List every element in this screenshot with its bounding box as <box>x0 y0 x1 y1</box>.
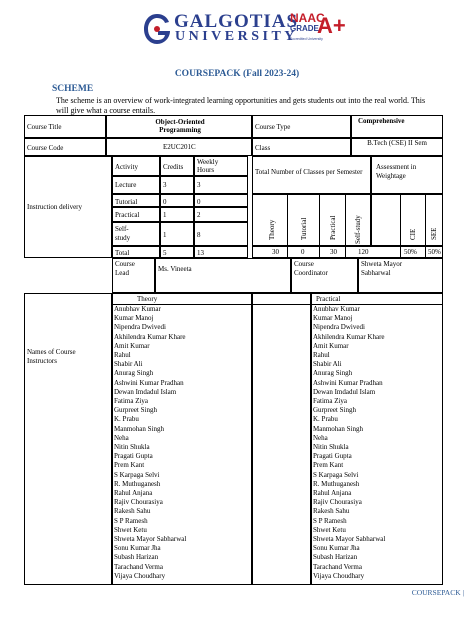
instructor-name: Anubhav Kumar <box>114 305 161 313</box>
instructor-name: Kumar Manoj <box>313 314 353 323</box>
self-study-vertical-header: Self-study <box>354 215 362 244</box>
weekly-hours-header-cell <box>194 156 248 176</box>
activity-name: Practical <box>115 211 140 219</box>
hours-value: 3 <box>197 181 201 189</box>
scheme-heading: SCHEME <box>52 84 94 94</box>
instructor-name: Nipendra Dwivedi <box>313 323 365 332</box>
instructor-name: K. Prabu <box>313 415 338 424</box>
grade-label: GRADE <box>290 24 319 33</box>
instructor-name: S P Ramesh <box>114 516 148 525</box>
instructor-name: Rahul <box>313 351 330 360</box>
total-classes-label-cell <box>252 156 371 194</box>
credits-cell-practical <box>160 207 194 222</box>
course-title-value-cell <box>106 115 252 138</box>
credits-value: 1 <box>163 211 167 219</box>
instructor-name: Dewan Imdadul Islam <box>313 387 376 396</box>
hours-cell-total <box>194 246 248 258</box>
instructor-name: Rahul <box>114 351 131 360</box>
hours-value: 2 <box>197 211 201 219</box>
activity-name: Self-study <box>115 225 131 242</box>
instructor-name: Shwet Ketu <box>313 525 346 534</box>
instructor-name: Prem Kant <box>313 461 344 470</box>
galgotias-emblem-icon <box>142 12 172 46</box>
footer-label: COURSEPACK | <box>411 588 464 597</box>
hours-value: 13 <box>197 249 204 257</box>
class-value-cell <box>351 138 443 156</box>
instructor-name: K. Prabu <box>114 415 139 424</box>
course-lead-value: Ms. Vineeta <box>158 265 192 273</box>
instructor-name: Akhilendra Kumar Khare <box>114 332 186 341</box>
instruction-delivery-label-cell <box>24 156 112 258</box>
class-value: B.Tech (CSE) II Sem <box>367 139 427 147</box>
activity-cell-lecture <box>112 176 160 194</box>
hours-cell-tutorial <box>194 194 248 207</box>
credits-cell-total <box>160 246 194 258</box>
instructor-name: Kumar Manoj <box>114 314 154 323</box>
course-code-label: Course Code <box>27 144 64 152</box>
hours-value: 8 <box>197 231 201 239</box>
theory-vertical-header: Theory <box>268 219 276 240</box>
instructor-name: Anurag Singh <box>114 369 154 378</box>
credits-cell-lecture <box>160 176 194 194</box>
instructor-name: Manmohan Singh <box>313 424 363 433</box>
scheme-description: The scheme is an overview of work-integrated learning opportunities and gets students out into the real world. This will give what a course entails. <box>56 96 426 115</box>
naac-label: NAAC <box>290 11 325 25</box>
instructor-name: Shweta Mayor Sabharwal <box>313 535 386 544</box>
instructor-name: Tarachand Verma <box>313 562 362 571</box>
course-title-label: Course Title <box>27 123 62 131</box>
instructor-name: Shweta Mayor Sabharwal <box>114 535 187 544</box>
instructor-name: Gurpreet Singh <box>313 406 356 415</box>
instructor-name: Rahul Anjana <box>313 489 352 498</box>
instructor-name: Manmohan Singh <box>114 424 164 433</box>
activity-header-cell <box>112 156 160 176</box>
activity-name: Lecture <box>115 181 137 189</box>
credits-header-cell <box>160 156 194 176</box>
course-code-value-cell <box>106 138 252 156</box>
instructor-name: Nitin Shukla <box>313 443 349 452</box>
instructor-name: Akhilendra Kumar Khare <box>313 332 385 341</box>
instructors-label-cell <box>24 293 112 585</box>
assessment-label-cell <box>371 156 443 194</box>
university-logo <box>142 8 346 50</box>
credits-cell-tutorial <box>160 194 194 207</box>
page-title: COURSEPACK (Fall 2023-24) <box>174 69 300 79</box>
course-code-label-cell <box>24 138 106 156</box>
theory-instructor-list <box>114 305 186 581</box>
instructor-name: Pragati Gupta <box>114 452 153 461</box>
instructor-name: Rajiv Chourasiya <box>114 498 163 507</box>
course-type-value: Comprehensive <box>358 117 405 125</box>
course-type-label: Course Type <box>255 123 291 131</box>
course-code-value: E2UC201C <box>163 143 196 151</box>
instructor-name: R. Muthuganesh <box>313 479 360 488</box>
course-coordinator-label: Course Coordinator <box>294 260 328 277</box>
instructor-name: Vijaya Choudhary <box>114 571 166 580</box>
activity-name: Total <box>115 249 130 257</box>
logo-name-top: GALGOTIAS <box>174 11 299 32</box>
logo-name-bottom: UNIVERSITY <box>175 29 298 44</box>
activity-name: Tutorial <box>115 198 138 206</box>
instructor-name: Rahul Anjana <box>114 489 153 498</box>
course-coordinator-value-cell <box>358 258 443 293</box>
instructor-name: Sonu Kumar Jha <box>114 544 161 553</box>
course-type-label-cell <box>252 115 351 138</box>
instructor-name: R. Muthuganesh <box>114 479 161 488</box>
course-lead-label-cell <box>112 258 155 293</box>
hours-cell-self-study <box>194 222 248 246</box>
instructor-name: Neha <box>313 433 328 442</box>
course-lead-value-cell <box>155 258 291 293</box>
instructor-name: Amit Kumar <box>114 341 150 350</box>
instructor-name: Gurpreet Singh <box>114 406 157 415</box>
instructors-label: Names of Course Instructors <box>27 348 76 365</box>
instructor-name: Vijaya Choudhary <box>313 571 365 580</box>
credits-value: 0 <box>163 198 167 206</box>
instructor-name: S Karpaga Selvi <box>313 470 359 479</box>
theory-header: Theory <box>137 295 158 303</box>
course-type-value-cell <box>351 115 443 138</box>
instructor-name: Shabir Ali <box>114 360 143 369</box>
instructor-name: Rakesh Sahu <box>114 507 151 516</box>
course-coordinator-value: Shweta Mayor Sabharwal <box>361 260 403 277</box>
total-classes-label: Total Number of Classes per Semester <box>255 168 363 176</box>
activity-cell-total <box>112 246 160 258</box>
total-theory: 30 <box>272 248 279 256</box>
instructor-name: Fatima Ziya <box>114 397 149 406</box>
practical-vertical-header: Practical <box>329 215 337 240</box>
instructor-name: Shabir Ali <box>313 360 342 369</box>
activity-cell-practical <box>112 207 160 222</box>
instructor-name: Ashwini Kumar Pradhan <box>313 378 383 387</box>
credits-cell-self-study <box>160 222 194 246</box>
instructor-name: Dewan Imdadul Islam <box>114 387 177 396</box>
course-lead-label: Course Lead <box>115 260 135 277</box>
instructors-spacer-cell <box>252 293 311 585</box>
class-label: Class <box>255 144 271 152</box>
instruction-delivery-label: Instruction delivery <box>27 203 83 211</box>
instructor-name: Ashwini Kumar Pradhan <box>114 378 184 387</box>
instructor-name: Prem Kant <box>114 461 145 470</box>
instructor-name: S Karpaga Selvi <box>114 470 160 479</box>
total-tutorial: 0 <box>301 248 305 256</box>
instructor-name: Tarachand Verma <box>114 562 163 571</box>
total-practical: 30 <box>330 248 337 256</box>
practical-header: Practical <box>316 295 341 303</box>
practical-instructor-list <box>313 305 385 581</box>
course-coordinator-label-cell <box>291 258 358 293</box>
instructor-name: Rakesh Sahu <box>313 507 350 516</box>
instructor-name: Shwet Ketu <box>114 525 147 534</box>
total-cie: 50% <box>404 248 417 256</box>
instructor-name: Rajiv Chourasiya <box>313 498 362 507</box>
instructor-name: Amit Kumar <box>313 341 349 350</box>
instructor-name: Pragati Gupta <box>313 452 352 461</box>
instructor-name: Anubhav Kumar <box>313 305 360 313</box>
course-title-label-cell <box>24 115 106 138</box>
instructor-name: Subash Harizan <box>114 553 159 562</box>
credits-header: Credits <box>163 163 184 171</box>
tutorial-vertical-header: Tutorial <box>300 217 308 240</box>
hours-cell-practical <box>194 207 248 222</box>
credits-value: 1 <box>163 231 167 239</box>
activity-header: Activity <box>115 163 138 171</box>
instructor-name: Nitin Shukla <box>114 443 150 452</box>
instructor-name: Neha <box>114 433 129 442</box>
assessment-label: Assessment in Weightage <box>376 163 417 180</box>
hours-value: 0 <box>197 198 201 206</box>
grade-value: A+ <box>317 13 346 38</box>
instructor-name: Sonu Kumar Jha <box>313 544 360 553</box>
instructor-name: Subash Harizan <box>313 553 358 562</box>
activity-cell-tutorial <box>112 194 160 207</box>
credits-value: 3 <box>163 181 167 189</box>
activity-cell-self-study <box>112 222 160 246</box>
instructor-name: Anurag Singh <box>313 369 353 378</box>
total-self-study: 120 <box>358 248 369 256</box>
course-title-value: Object-Oriented Programming <box>155 118 205 134</box>
cie-vertical-header: CIE <box>409 228 417 240</box>
total-see: 50% <box>428 248 441 256</box>
instructor-name: Nipendra Dwivedi <box>114 323 166 332</box>
weekly-hours-header: Weekly Hours <box>197 158 219 174</box>
accreditation-text: Accredited University <box>290 37 323 41</box>
instructor-name: Fatima Ziya <box>313 397 348 406</box>
see-vertical-header: SEE <box>430 227 438 240</box>
instructor-name: S P Ramesh <box>313 516 347 525</box>
hours-cell-lecture <box>194 176 248 194</box>
class-label-cell <box>252 138 351 156</box>
credits-value: 5 <box>163 249 167 257</box>
